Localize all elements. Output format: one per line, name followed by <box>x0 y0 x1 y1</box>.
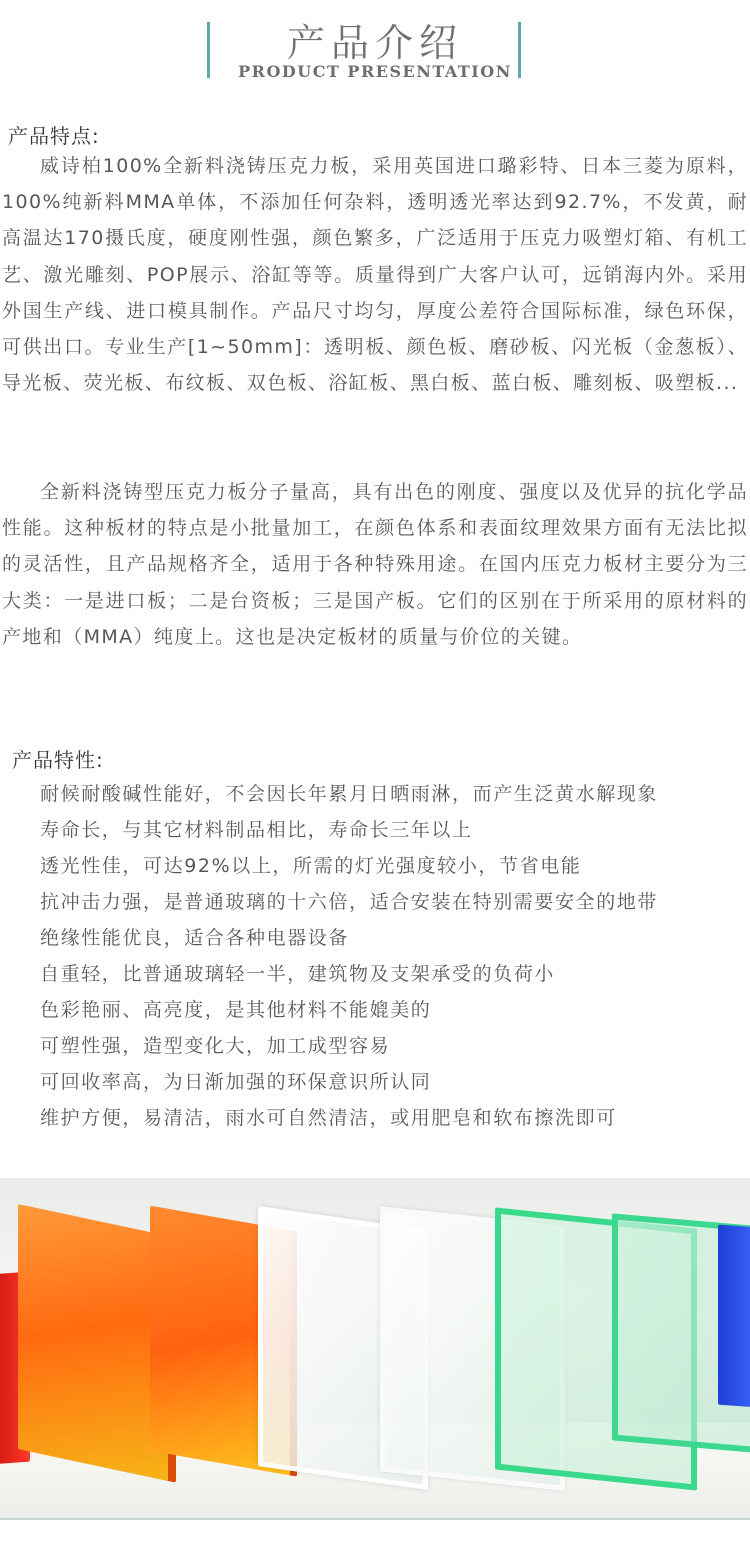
list-item: 寿命长，与其它材料制品相比，寿命长三年以上 <box>40 819 473 841</box>
properties-heading: 产品特性: <box>12 748 104 772</box>
features-paragraph-1: 威诗柏100%全新料浇铸压克力板，采用英国进口璐彩特、日本三菱为原料，100%纯新料MMA单体，不添加任何杂料，透明透光率达到92.7%，不发黄，耐高温达170摄氏度，硬度刚性强，颜色繁多，广泛适用于压克力吸塑灯箱、有机工艺、激光雕刻、POP展示、浴缸等等。质量得到广大客户认可，远销海内外。采用外国生产线、进口模具制作。产品尺寸均匀，厚度公差符合国际标准，绿色环保，可供出口。专业生产[1~50mm]：透明板、颜色板、磨砂板、闪光板（金葱板）、导光板、荧光板、布纹板、双色板、浴缸板、黑白板、蓝白板、雕刻板、吸塑板... <box>2 155 748 395</box>
list-item: 维护方便，易清洁，雨水可自然清洁，或用肥皂和软布擦洗即可 <box>40 1107 617 1129</box>
list-item: 自重轻，比普通玻璃轻一半，建筑物及支架承受的负荷小 <box>40 963 556 985</box>
list-item: 耐候耐酸碱性能好，不会因长年累月日晒雨淋，而产生泛黄水解现象 <box>40 783 659 805</box>
page-subtitle: PRODUCT PRESENTATION <box>238 62 512 81</box>
properties-list <box>40 776 748 1136</box>
list-item: 绝缘性能优良，适合各种电器设备 <box>40 927 350 949</box>
page-title: 产品介绍 <box>286 21 463 65</box>
list-item: 色彩艳丽、高亮度，是其他材料不能媲美的 <box>40 999 432 1021</box>
features-heading: 产品特点: <box>8 124 100 148</box>
list-item: 透光性佳，可达92%以上，所需的灯光强度较小，节省电能 <box>40 855 582 877</box>
orange-acrylic-sheet <box>18 1204 168 1481</box>
list-item: 抗冲击力强，是普通玻璃的十六倍，适合安装在特别需要安全的地带 <box>40 891 659 913</box>
features-paragraph-2: 全新料浇铸型压克力板分子量高，具有出色的刚度、强度以及优异的抗化学品性能。这种板材的特点是小批量加工，在颜色体系和表面纹理效果方面有无法比拟的灵活性，且产品规格齐全，适用于各种特殊用途。在国内压克力板材主要分为三大类：一是进口板；二是台资板；三是国产板。它们的区别在于所采用的原材料的产地和（MMA）纯度上。这也是决定板材的质量与价位的关键。 <box>2 481 748 648</box>
header-right-bar <box>518 22 521 78</box>
section-header <box>0 0 750 90</box>
list-item: 可回收率高，为日渐加强的环保意识所认同 <box>40 1071 432 1093</box>
product-photo <box>0 1178 750 1518</box>
blue-acrylic-sheet <box>718 1225 750 1408</box>
list-item: 可塑性强，造型变化大，加工成型容易 <box>40 1035 391 1057</box>
bottom-divider <box>0 1518 750 1520</box>
